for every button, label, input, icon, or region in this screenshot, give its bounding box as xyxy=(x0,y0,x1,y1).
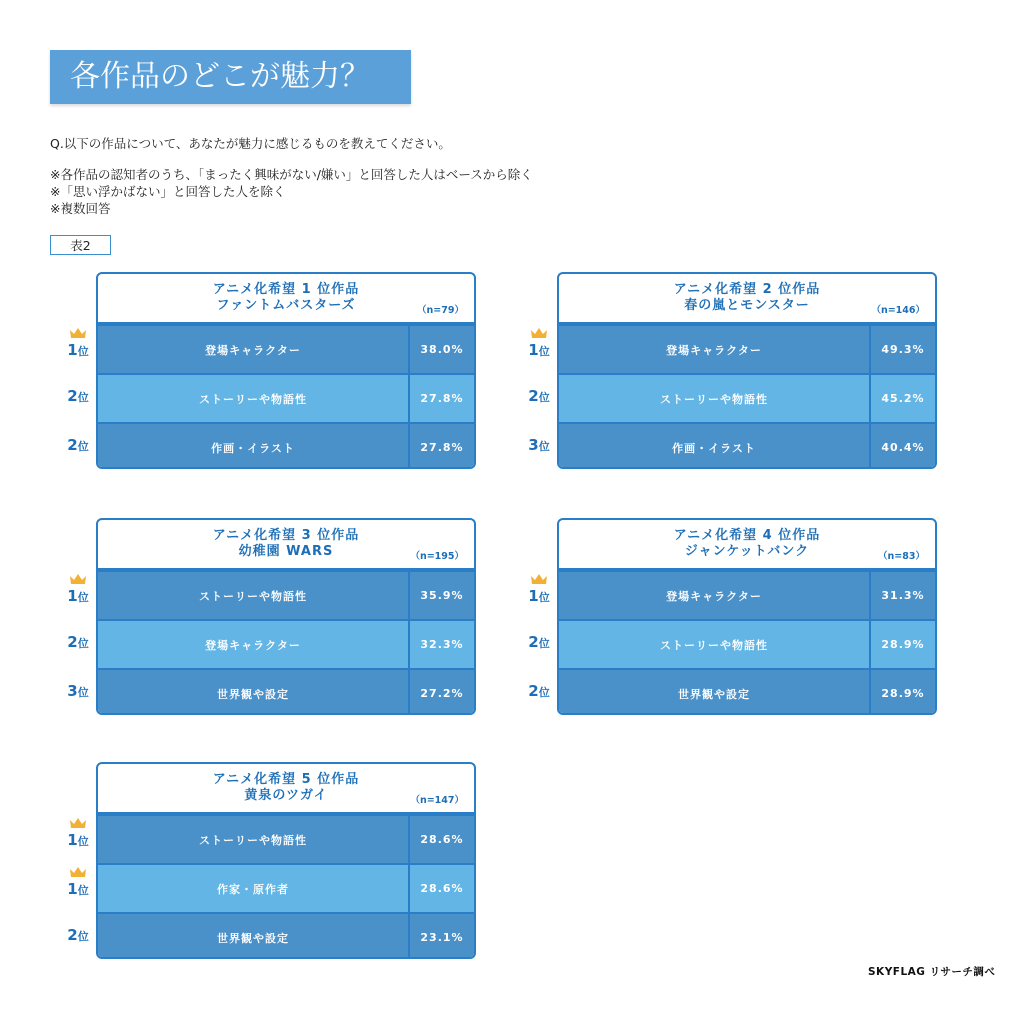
rank-unit: 位 xyxy=(77,884,89,897)
rank-unit: 位 xyxy=(77,440,89,453)
percentage-value: 49.3% xyxy=(869,326,935,373)
table-row xyxy=(98,570,474,619)
rank-text xyxy=(58,386,98,405)
attribute-label: 世界観や設定 xyxy=(217,931,289,945)
rank-number: 2 xyxy=(67,436,78,454)
rank-label xyxy=(58,386,98,405)
percentage-value: 35.9% xyxy=(408,572,474,619)
research-credit: SKYFLAG リサーチ調べ xyxy=(868,966,996,978)
page-title: 各作品のどこが魅力？ xyxy=(70,59,370,94)
rank-text xyxy=(58,632,98,651)
rank-label xyxy=(519,327,559,359)
rank-label xyxy=(58,632,98,651)
card-title-rank: アニメ化希望 5 位作品 xyxy=(212,772,360,787)
card-title-rank: アニメ化希望 3 位作品 xyxy=(212,528,360,543)
rank-text xyxy=(519,435,559,454)
card-title-rank: アニメ化希望 1 位作品 xyxy=(212,282,360,297)
rank-label xyxy=(58,866,98,898)
note-line: ※複数回答 xyxy=(50,201,111,216)
table-row xyxy=(559,373,935,422)
crown-icon xyxy=(69,866,87,878)
rank-unit: 位 xyxy=(77,686,89,699)
table-row xyxy=(98,324,474,373)
attribute-label: ストーリーや物語性 xyxy=(199,833,307,847)
attribute-label: 世界観や設定 xyxy=(678,687,750,701)
attribute-label: ストーリーや物語性 xyxy=(199,589,307,603)
percentage-value: 45.2% xyxy=(869,375,935,422)
rank-text xyxy=(58,586,98,605)
percentage-value: 40.4% xyxy=(869,424,935,469)
card-header xyxy=(98,764,474,814)
table-row xyxy=(559,619,935,668)
rank-label xyxy=(519,681,559,700)
percentage-value: 27.2% xyxy=(408,670,474,715)
ranking-card-5 xyxy=(96,762,476,959)
table-tag: 表2 xyxy=(50,235,111,255)
card-title-rank: アニメ化希望 4 位作品 xyxy=(673,528,821,543)
rank-number: 2 xyxy=(67,387,78,405)
attribute-label: 作画・イラスト xyxy=(211,441,295,455)
rank-unit: 位 xyxy=(77,391,89,404)
percentage-value: 27.8% xyxy=(408,424,474,469)
crown-icon xyxy=(530,573,548,585)
attribute-label: 作家・原作者 xyxy=(217,882,289,896)
table-row xyxy=(559,668,935,715)
rank-unit: 位 xyxy=(77,591,89,604)
percentage-value: 28.6% xyxy=(408,865,474,912)
card-header xyxy=(559,274,935,324)
card-title-work: 幼稚園 WARS xyxy=(238,544,334,559)
attribute-label: ストーリーや物語性 xyxy=(660,392,768,406)
card-header xyxy=(98,274,474,324)
percentage-value: 27.8% xyxy=(408,375,474,422)
rank-label xyxy=(519,386,559,405)
table-row xyxy=(98,668,474,715)
survey-notes xyxy=(50,166,533,217)
page-title-banner xyxy=(50,50,411,104)
rank-text xyxy=(519,632,559,651)
rank-text xyxy=(519,586,559,605)
rank-number: 3 xyxy=(67,682,78,700)
sample-size: （n=83） xyxy=(878,551,925,562)
crown-icon xyxy=(69,327,87,339)
card-title-work: 黄泉のツガイ xyxy=(244,788,328,803)
rank-text xyxy=(58,435,98,454)
table-row xyxy=(559,422,935,469)
crown-icon xyxy=(69,573,87,585)
card-header xyxy=(559,520,935,570)
rank-text xyxy=(58,681,98,700)
card-header xyxy=(98,520,474,570)
rank-unit: 位 xyxy=(538,591,550,604)
sample-size: （n=195） xyxy=(410,551,464,562)
rank-unit: 位 xyxy=(538,637,550,650)
rank-label xyxy=(58,573,98,605)
percentage-value: 28.6% xyxy=(408,816,474,863)
rank-label xyxy=(519,573,559,605)
rank-text xyxy=(519,681,559,700)
rank-number: 1 xyxy=(67,831,78,849)
table-row xyxy=(559,324,935,373)
attribute-label: 登場キャラクター xyxy=(205,638,301,652)
rank-label xyxy=(58,327,98,359)
rank-number: 1 xyxy=(67,880,78,898)
ranking-card-3 xyxy=(96,518,476,715)
rank-number: 2 xyxy=(528,633,539,651)
rank-number: 1 xyxy=(67,587,78,605)
crown-icon xyxy=(530,327,548,339)
sample-size: （n=147） xyxy=(410,795,464,806)
attribute-label: 登場キャラクター xyxy=(666,343,762,357)
attribute-label: 登場キャラクター xyxy=(666,589,762,603)
card-title-work: 春の嵐とモンスター xyxy=(684,298,810,313)
rank-number: 1 xyxy=(528,341,539,359)
survey-question: Q.以下の作品について、あなたが魅力に感じるものを教えてください。 xyxy=(50,136,451,151)
note-line: ※各作品の認知者のうち、「まったく興味がない/嫌い」と回答した人はベースから除く xyxy=(50,167,533,182)
rank-unit: 位 xyxy=(538,686,550,699)
table-row xyxy=(98,912,474,959)
ranking-card-1 xyxy=(96,272,476,469)
table-row xyxy=(98,863,474,912)
percentage-value: 28.9% xyxy=(869,670,935,715)
rank-label xyxy=(58,925,98,944)
rank-unit: 位 xyxy=(77,345,89,358)
rank-unit: 位 xyxy=(538,345,550,358)
rank-text xyxy=(58,925,98,944)
rank-unit: 位 xyxy=(77,637,89,650)
rank-text xyxy=(58,879,98,898)
rank-text xyxy=(519,340,559,359)
percentage-value: 38.0% xyxy=(408,326,474,373)
rank-label xyxy=(519,632,559,651)
table-row xyxy=(559,570,935,619)
percentage-value: 31.3% xyxy=(869,572,935,619)
sample-size: （n=146） xyxy=(871,305,925,316)
rank-number: 2 xyxy=(67,926,78,944)
card-title-rank: アニメ化希望 2 位作品 xyxy=(673,282,821,297)
ranking-card-4 xyxy=(557,518,937,715)
rank-number: 1 xyxy=(67,341,78,359)
attribute-label: 登場キャラクター xyxy=(205,343,301,357)
rank-text xyxy=(58,830,98,849)
rank-number: 2 xyxy=(67,633,78,651)
card-title-work: ジャンケットバンク xyxy=(684,544,810,559)
table-row xyxy=(98,619,474,668)
rank-number: 2 xyxy=(528,387,539,405)
attribute-label: 世界観や設定 xyxy=(217,687,289,701)
ranking-card-2 xyxy=(557,272,937,469)
rank-text xyxy=(58,340,98,359)
attribute-label: ストーリーや物語性 xyxy=(660,638,768,652)
rank-label xyxy=(58,435,98,454)
rank-number: 1 xyxy=(528,587,539,605)
rank-unit: 位 xyxy=(77,930,89,943)
crown-icon xyxy=(69,817,87,829)
rank-text xyxy=(519,386,559,405)
rank-label xyxy=(58,681,98,700)
rank-unit: 位 xyxy=(538,440,550,453)
attribute-label: ストーリーや物語性 xyxy=(199,392,307,406)
percentage-value: 28.9% xyxy=(869,621,935,668)
rank-unit: 位 xyxy=(77,835,89,848)
rank-unit: 位 xyxy=(538,391,550,404)
attribute-label: 作画・イラスト xyxy=(672,441,756,455)
table-row xyxy=(98,814,474,863)
percentage-value: 23.1% xyxy=(408,914,474,959)
rank-number: 2 xyxy=(528,682,539,700)
rank-label xyxy=(519,435,559,454)
rank-label xyxy=(58,817,98,849)
table-row xyxy=(98,422,474,469)
sample-size: （n=79） xyxy=(417,305,464,316)
note-line: ※「思い浮かばない」と回答した人を除く xyxy=(50,184,286,199)
card-title-work: ファントムバスターズ xyxy=(216,298,356,313)
rank-number: 3 xyxy=(528,436,539,454)
percentage-value: 32.3% xyxy=(408,621,474,668)
table-row xyxy=(98,373,474,422)
